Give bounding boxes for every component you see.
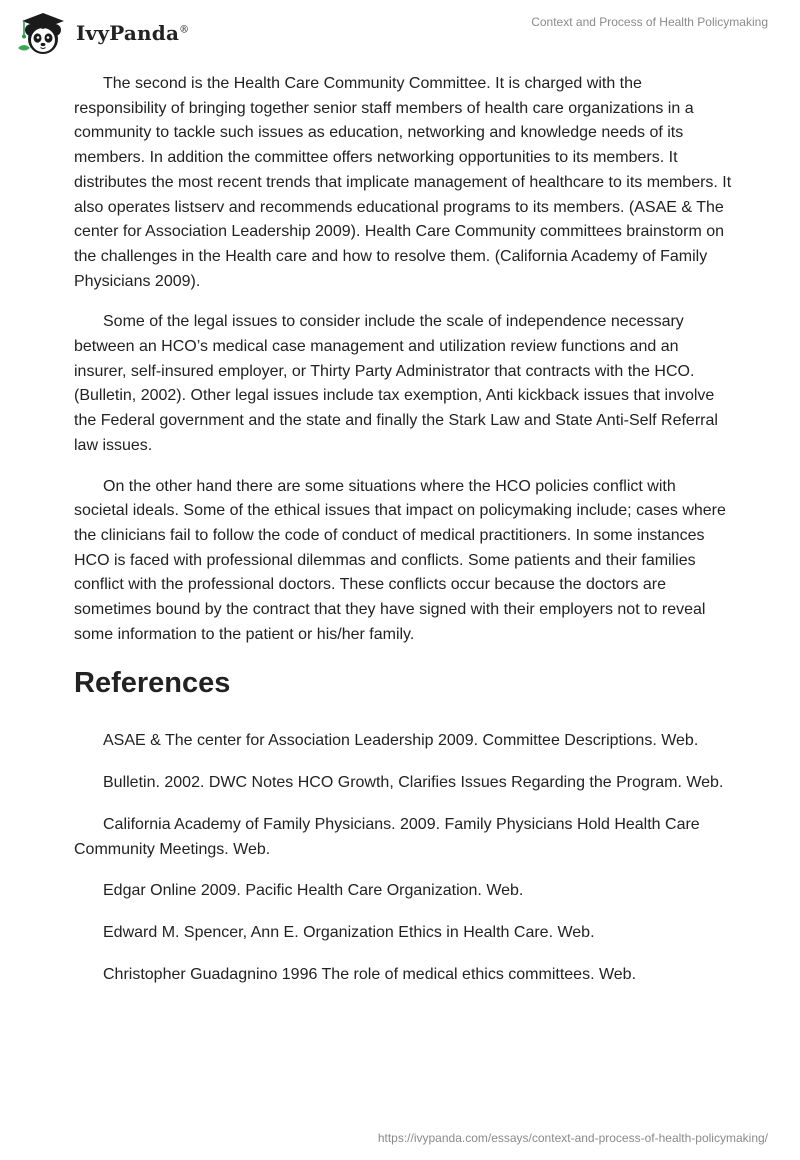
- references-heading: References: [74, 667, 231, 700]
- brand-name: IvyPanda®: [76, 21, 190, 45]
- page-header: [0, 0, 800, 60]
- reference-item: Edgar Online 2009. Pacific Health Care Organization. Web.: [103, 882, 524, 900]
- source-url[interactable]: https://ivypanda.com/essays/context-and-process-of-health-policymaking/: [377, 1131, 768, 1145]
- reference-item: Bulletin. 2002. DWC Notes HCO Growth, Clarifies Issues Regarding the Program. Web.: [103, 774, 724, 792]
- ivypanda-logo[interactable]: [14, 8, 189, 56]
- body-paragraph: The second is the Health Care Community Committee. It is charged with the responsibility of bringing together senior staff members of health care organizations in a community to tackle such issues as education, networking and knowledge needs of its members. In addition the committee offers networking opportunities to its members. It distributes the most recent trends that implicate management of healthcare to its members. It also operates listserv and recommends educational programs to its members. (ASAE & The center for Association Leadership 2009). Health Care Community committees brainstorm on the challenges in the Health care and how to resolve them. (California Academy of Family Physicians 2009).: [74, 75, 732, 290]
- document-title: Context and Process of Health Policymaking: [531, 15, 768, 29]
- reference-item: California Academy of Family Physicians. 2009. Family Physicians Hold Health Care Community Meetings. Web.: [74, 815, 700, 858]
- body-paragraph: On the other hand there are some situations where the HCO policies conflict with societal ideals. Some of the ethical issues that impact on policymaking include; cases where the clinicians fail to follow the code of conduct of medical practitioners. In some instances HCO is faced with professional dilemmas and conflicts. Some patients and their families conflict with the professional doctors. These conflicts occur because the doctors are sometimes bound by the contract that they have signed with their employers not to reveal some information to the patient or his/her family.: [74, 477, 726, 643]
- reference-item: Edward M. Spencer, Ann E. Organization Ethics in Health Care. Web.: [103, 923, 595, 941]
- reference-item: ASAE & The center for Association Leadership 2009. Committee Descriptions. Web.: [103, 732, 699, 750]
- body-paragraph: Some of the legal issues to consider include the scale of independence necessary between an HCO’s medical case management and utilization review functions and an insurer, self-insured employer, or Thirty Party Administrator that contracts with the HCO. (Bulletin, 2002). Other legal issues include tax exemption, Anti kickback issues that involve the Federal government and the state and finally the Stark Law and State Anti-Self Referral law issues.: [74, 313, 718, 454]
- reference-item: Christopher Guadagnino 1996 The role of medical ethics committees. Web.: [103, 965, 637, 983]
- essay-content: [74, 72, 734, 1004]
- panda-graduate-icon: [14, 8, 72, 56]
